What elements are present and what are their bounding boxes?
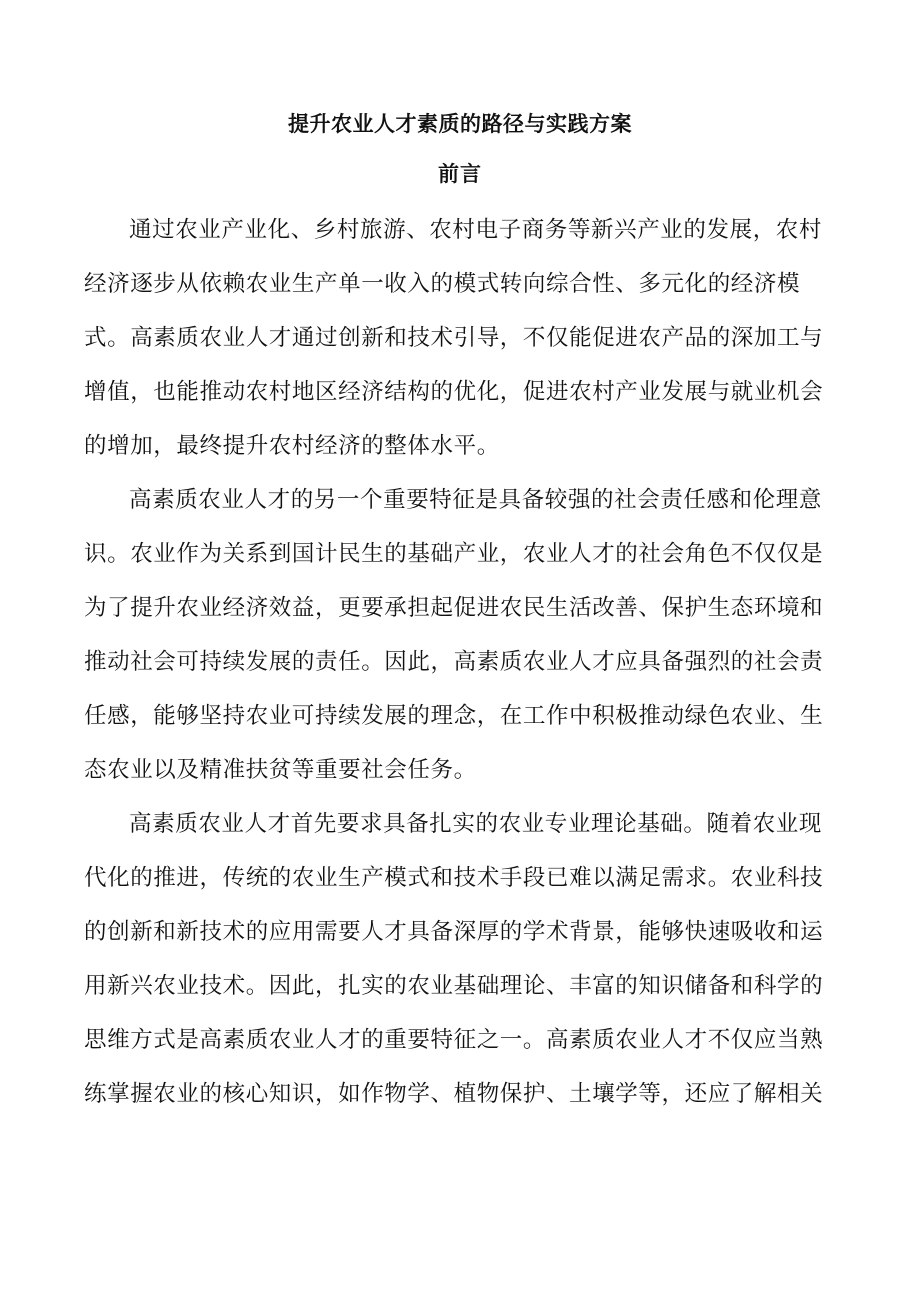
- section-heading: 前言: [438, 161, 482, 186]
- paragraph-text: 通过农业产业化、乡村旅游、农村电子商务等新兴产业的发展，农村经济逐步从依赖农业生产单一收入的模式转向综合性、多元化的经济模式。高素质农业人才通过创新和技术引导，不仅能促进农产品的深加工与增值，也能推动农村地区经济结构的优化，促进农村产业发展与就业机会的增加，最终提升农村经济的整体水平。: [84, 217, 824, 459]
- body-paragraph-1: [84, 203, 836, 487]
- document-title: 提升农业人才素质的路径与实践方案: [288, 111, 632, 136]
- paragraph-text: 高素质农业人才的另一个重要特征是具备较强的社会责任感和伦理意识。农业作为关系到国计民生的基础产业，农业人才的社会角色不仅仅是为了提升农业经济效益，更要承担起促进农民生活改善、保护生态环境和推动社会可持续发展的责任。因此，高素质农业人才应具备强烈的社会责任感，能够坚持农业可持续发展的理念，在工作中积极推动绿色农业、生态农业以及精准扶贫等重要社会任务。: [84, 487, 824, 783]
- paragraph-text: 高素质农业人才首先要求具备扎实的农业专业理论基础。随着农业现代化的推进，传统的农业生产模式和技术手段已难以满足需求。农业科技的创新和新技术的应用需要人才具备深厚的学术背景，能够快速吸收和运用新兴农业技术。因此，扎实的农业基础理论、丰富的知识储备和科学的思维方式是高素质农业人才的重要特征之一。高素质农业人才不仅应当熟练掌握农业的核心知识，如作物学、植物保护、土壤学等，还应了解相关: [84, 811, 824, 1107]
- body-paragraph-3: [84, 797, 836, 1135]
- body-paragraph-2: [84, 473, 836, 811]
